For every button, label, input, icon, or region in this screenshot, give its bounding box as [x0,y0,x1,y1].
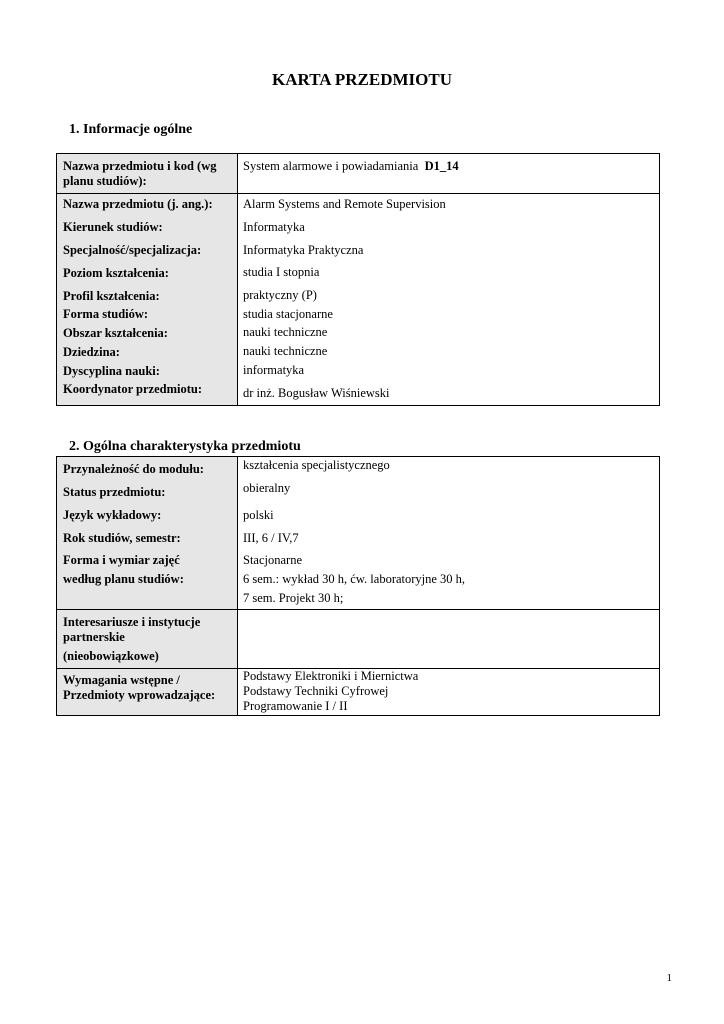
label-education-profile: Profil kształcenia: [63,289,160,303]
value-education-level: studia I stopnia [243,265,320,279]
value-education-profile: praktyczny (P) [243,288,317,302]
document-title: KARTA PRZEDMIOTU [272,70,452,89]
label-module: Przynależność do modułu: [63,462,204,476]
label-year-semester: Rok studiów, semestr: [63,531,181,545]
value-module: kształcenia specjalistycznego [243,458,390,472]
label-language: Język wykładowy: [63,508,162,522]
label-course-name: Nazwa przedmiotu i kod (wg planu studiów): [63,159,217,188]
course-code: D1_14 [424,159,459,173]
label-study-form: Forma studiów: [63,307,149,321]
value-class-form-line3: 7 sem. Projekt 30 h; [243,591,344,605]
label-field-of-study: Kierunek studiów: [63,220,163,234]
row-divider [57,609,659,610]
label-course-name-en: Nazwa przedmiotu (j. ang.): [63,197,213,211]
value-prerequisites [243,669,653,714]
row-divider [57,193,659,194]
label-prerequisites-line2: Przedmioty wprowadzające: [63,688,216,702]
value-field-of-study: Informatyka [243,220,305,234]
label-class-form [63,553,235,587]
section2-heading: 2. Ogólna charakterystyka przedmiotu [69,439,301,454]
label-specialization: Specjalność/specjalizacja: [63,243,202,257]
label-coordinator: Koordynator przedmiotu: [63,382,202,396]
label-stakeholders [63,615,235,664]
label-education-area: Obszar kształcenia: [63,326,168,340]
value-course-name-en: Alarm Systems and Remote Supervision [243,197,446,211]
label-stakeholders-line3: (nieobowiązkowe) [63,649,159,663]
value-domain: nauki techniczne [243,344,328,358]
label-discipline: Dyscyplina nauki: [63,364,160,378]
value-class-form-line1: Stacjonarne [243,553,303,567]
value-study-form: studia stacjonarne [243,307,333,321]
value-education-area: nauki techniczne [243,325,328,339]
label-class-form-line2: według planu studiów: [63,572,184,586]
label-stakeholders-line2: partnerskie [63,630,125,644]
value-course-status: obieralny [243,481,291,495]
course-characteristics-table [56,456,660,716]
label-course-status: Status przedmiotu: [63,485,166,499]
label-class-form-line1: Forma i wymiar zajęć [63,553,180,567]
course-name-text: System alarmowe i powiadamiania [243,159,419,173]
value-specialization: Informatyka Praktyczna [243,243,364,257]
prerequisite-item: Podstawy Techniki Cyfrowej [243,684,389,698]
prerequisite-item: Podstawy Elektroniki i Miernictwa [243,669,419,683]
label-prerequisites [63,673,235,703]
value-class-form-line2: 6 sem.: wykład 30 h, ćw. laboratoryjne 30 h, [243,572,466,586]
value-year-semester: III, 6 / IV,7 [243,531,299,545]
label-domain: Dziedzina: [63,345,120,359]
value-course-name [243,159,653,174]
label-prerequisites-line1: Wymagania wstępne / [63,673,180,687]
value-language: polski [243,508,274,522]
page-number: 1 [666,972,672,984]
section1-heading: 1. Informacje ogólne [69,122,193,137]
value-coordinator: dr inż. Bogusław Wiśniewski [243,386,390,400]
label-education-level: Poziom kształcenia: [63,266,169,280]
general-info-table [56,153,660,406]
label-stakeholders-line1: Interesariusze i instytucje [63,615,201,629]
value-class-form [243,553,653,606]
prerequisite-item: Programowanie I / II [243,699,348,713]
value-discipline: informatyka [243,363,305,377]
